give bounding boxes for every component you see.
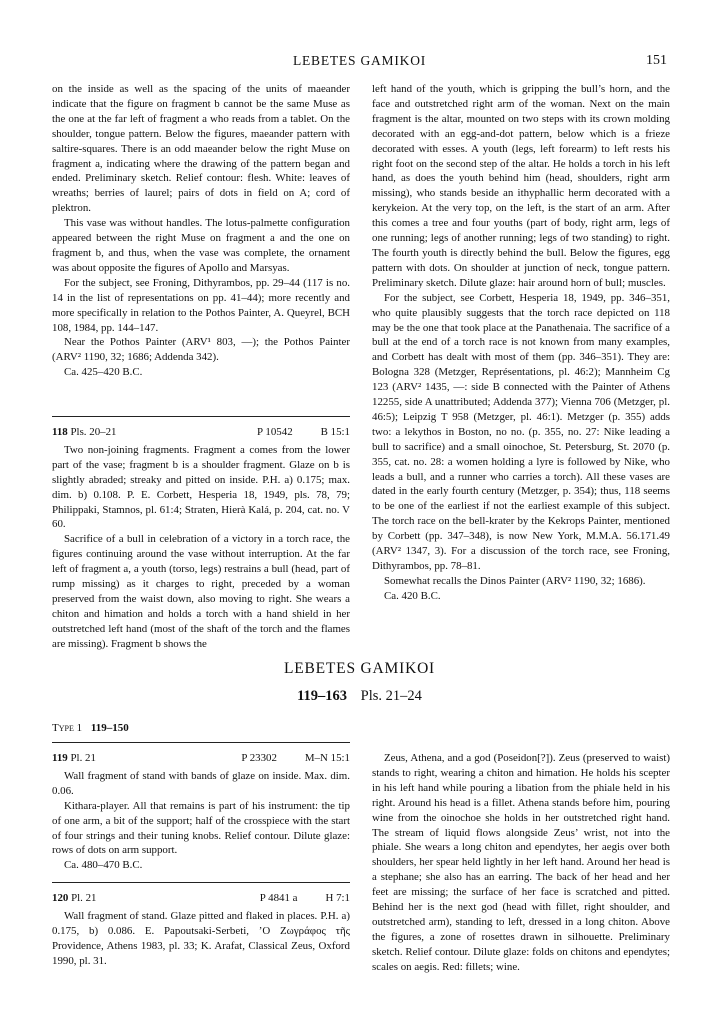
- right-column: [372, 82, 670, 604]
- entry-120-description: [372, 751, 670, 975]
- type-label: Type 1: [52, 722, 83, 734]
- paragraph: Two non-joining fragments. Fragment a comes from the lower part of the vase; fragment b is a shoulder fragment. Glaze on b is slightly abraded; streaky and pitted on inside. P.H. a) 0.175; max. dim. b) 0.108. P. E. Corbett, Hesperia 18, 1949, pls. 78, 79; Philippaki, Stamnos, pl. 61:4; Straten, Hierà Kalá, p. 204, cat. no. V 60.: [52, 443, 350, 531]
- deposit-ref: H 7:1: [325, 892, 350, 904]
- entry-118: [52, 425, 350, 652]
- entry-divider: [52, 416, 350, 417]
- plates-ref: Pl. 21: [71, 892, 97, 904]
- inventory-number: P 4841 a: [259, 892, 298, 904]
- running-head: [0, 53, 719, 75]
- catalogue-number: 118: [52, 426, 68, 438]
- type-range: 119–150: [90, 722, 129, 734]
- paragraph: This vase was without handles. The lotus-palmette configuration appeared between the right Muse on fragment a and the one on fragment b, and thus, when the vase was complete, the ornament was about opposite the figures of Apollo and Marsyas.: [52, 217, 350, 274]
- type-heading: [52, 722, 129, 734]
- catalogue-number: 120: [52, 892, 69, 904]
- entry-119: [52, 751, 350, 873]
- paragraph: Wall fragment of stand with bands of glaze on inside. Max. dim. 0.06.: [52, 769, 350, 797]
- date-line: Ca. 425–420 B.C.: [64, 366, 143, 379]
- entry-120: [52, 891, 350, 969]
- inventory-number: P 10542: [257, 426, 293, 438]
- page-number: 151: [646, 53, 667, 68]
- paragraph: Zeus, Athena, and a god (Poseidon[?]). Zeus (preserved to waist) stands to right, wearing a chiton and himation. He holds his scepter in his left hand while pouring a libation from the phiale held in his right. Around his head is a fillet. Athena stands before him, pouring wine from the oinochoe she holds in her outstretched right hand. The stream of liquid flows alongside Zeus’ wrist, not into the phiale. She wears a long chiton and ependytes, her aegis over both shoulders, her spear held lightly in her left hand. Around her head is a stephane; she also has an earring. The back of her head and her feet are missing; the surface of her face is scratched and pitted. Behind her is the next god (head with fillet, right shoulder, and outstretched arm), standing to left, dressed in a long chiton. Above the figures, a zone of rosettes drawn in silhouette. Preliminary sketch. Relief contour. Dilute glaze: folds on chitons and ependytes; scales on aegis. Red: fillets; wine.: [372, 752, 670, 973]
- date-line: Ca. 420 B.C.: [384, 589, 441, 602]
- catalogue-heading: [52, 891, 350, 906]
- date-line: Ca. 480–470 B.C.: [64, 859, 143, 872]
- deposit-ref: M–N 15:1: [304, 752, 350, 764]
- catalogue-heading: [52, 425, 350, 440]
- inventory-number: P 23302: [241, 752, 277, 764]
- section-plates: Pls. 21–24: [360, 688, 422, 704]
- catalogue-number: 119: [52, 752, 68, 764]
- paragraph: Wall fragment of stand. Glaze pitted and flaked in places. P.H. a) 0.175, b) 0.086. E. Papoutsaki-Serbeti, ’Ο Ζωγράφος τῆς Providence, Athens 1983, pl. 33; K. Arafat, Classical Zeus, Oxford 1990, pl. 31.: [52, 909, 350, 967]
- section-subtitle: [0, 688, 719, 705]
- paragraph: left hand of the youth, which is gripping the bull’s horn, and the face and outstretched right arm of the woman. Next on the main fragment is the altar, mounted on two steps with its crown molding decorated with an egg-and-dot pattern, below which is a frieze decorated with esses. A youth (legs, left forearm) to left rests his right foot on the second step of the altar. He holds a torch in his left hand, as does the youth behind him (head, shoulders, right arm missing), who stands beside an ithyphallic herm decorated with a kerykeion. At the very top, on the left, is the start of an arm. After this comes a tree and four youths (part of body, right arm, legs of one running; legs of another running; legs of two standing) to right. The fourth youth is directly behind the bull. Below the figures, egg pattern with dots. On shoulder at junction of neck, tongue pattern. Preliminary sketch. Dilute glaze: hair around horn of bull; muscles.: [372, 83, 670, 289]
- deposit-ref: B 15:1: [320, 426, 350, 438]
- section-range: 119–163: [297, 688, 348, 704]
- running-head-title: LEBETES GAMIKOI: [292, 53, 427, 68]
- plates-ref: Pl. 21: [70, 752, 96, 764]
- paragraph: on the inside as well as the spacing of the units of maeander indicate that the figure on fragment b cannot be the same Muse as the one at the far left of fragment a who reads from a tablet. On the shoulder, tongue pattern. Below the figures, maeander pattern with saltire-squares. There is an odd maeander below the right Muse on fragment a, indicating where the drawing of the pattern began and ended. Preliminary sketch. Relief contour: flesh. White: leaves of wreaths; berries of laurel; pairs of dots in field on A; cord of plektron.: [52, 83, 350, 215]
- paragraph: Kithara-player. All that remains is part of his instrument: the tip of one arm, a bit of the support; half of the crosspiece with the start of four strings and their tuning knobs. Relief contour. Dilute glaze: rows of dots on arm support.: [52, 799, 350, 857]
- catalogue-heading: [52, 751, 350, 766]
- paragraph: For the subject, see Corbett, Hesperia 18, 1949, pp. 346–351, who quite plausibly suggests that the torch race depicted on 118 may be the one that took place at the Panathenaia. The sacrifice of a bull at the end of a torch race is not known from many examples, and Corbett has dealt with most of them (pp. 346–351). They are: Bologna 328 (Metzger, Représentations, pl. 46:2); Mannheim Cg 123 (ARV² 1435, —: side B connected with the Painter of Athens 12255, side A unattributed; Addenda 377); Vienna 706 (Metzger, pl. 46:5); Leipzig T 958 (Metzger, pl. 46:1). Metzger (p. 355) adds two: a lekythos in Boston, no no. (p. 355, no. 27: Nike leading a bull to sacrifice) and a small oinochoe, St. Petersburg, St. 2070 (p. 355, cat. no. 28: a women holding a lyre is followed by Nike, who leads a bull, and a runner who carries a torch). All these vases are dated in the early fourth century (Metzger, p. 354); thus, 118 seems to be one of the earliest if not the earliest example of this subject. The torch race on the bell-krater by the Kekrops Painter, mentioned by Corbett (pp. 347–348), is now New York, M.M.A. 56.171.49 (ARV² 1347, 3). For a discussion of the torch race, see Froning, Dithyrambos, pp. 78–81.: [372, 291, 670, 572]
- entry-divider: [52, 742, 350, 743]
- paragraph: Sacrifice of a bull in celebration of a victory in a torch race, the figures continuing around the vase without interruption. At the far left of fragment a, a youth (torso, legs) restrains a bull (head, part of rump missing) as it charges to right, preceded by a woman preserved from the waist down, also moving to right. She wears a chiton and himation and holds a torch with a hand shield in her outstretched left hand (most of the shaft of the torch and the flames are missing). Fragment b shows the: [52, 533, 350, 650]
- paragraph: For the subject, see Froning, Dithyrambos, pp. 29–44 (117 is no. 14 in the list of representations on pp. 41–44); more recently and more specifically in relation to the Pothos Painter, A. Queyrel, BCH 108, 1984, pp. 144–147.: [52, 276, 350, 334]
- paragraph: Near the Pothos Painter (ARV¹ 803, —); the Pothos Painter (ARV² 1190, 32; 1686; Addenda 342).: [52, 336, 350, 364]
- plates-ref: Pls. 20–21: [70, 426, 117, 438]
- section-title: LEBETES GAMIKOI: [283, 660, 436, 677]
- left-column: [52, 82, 350, 380]
- paragraph: Somewhat recalls the Dinos Painter (ARV² 1190, 32; 1686).: [384, 574, 646, 587]
- entry-divider: [52, 882, 350, 883]
